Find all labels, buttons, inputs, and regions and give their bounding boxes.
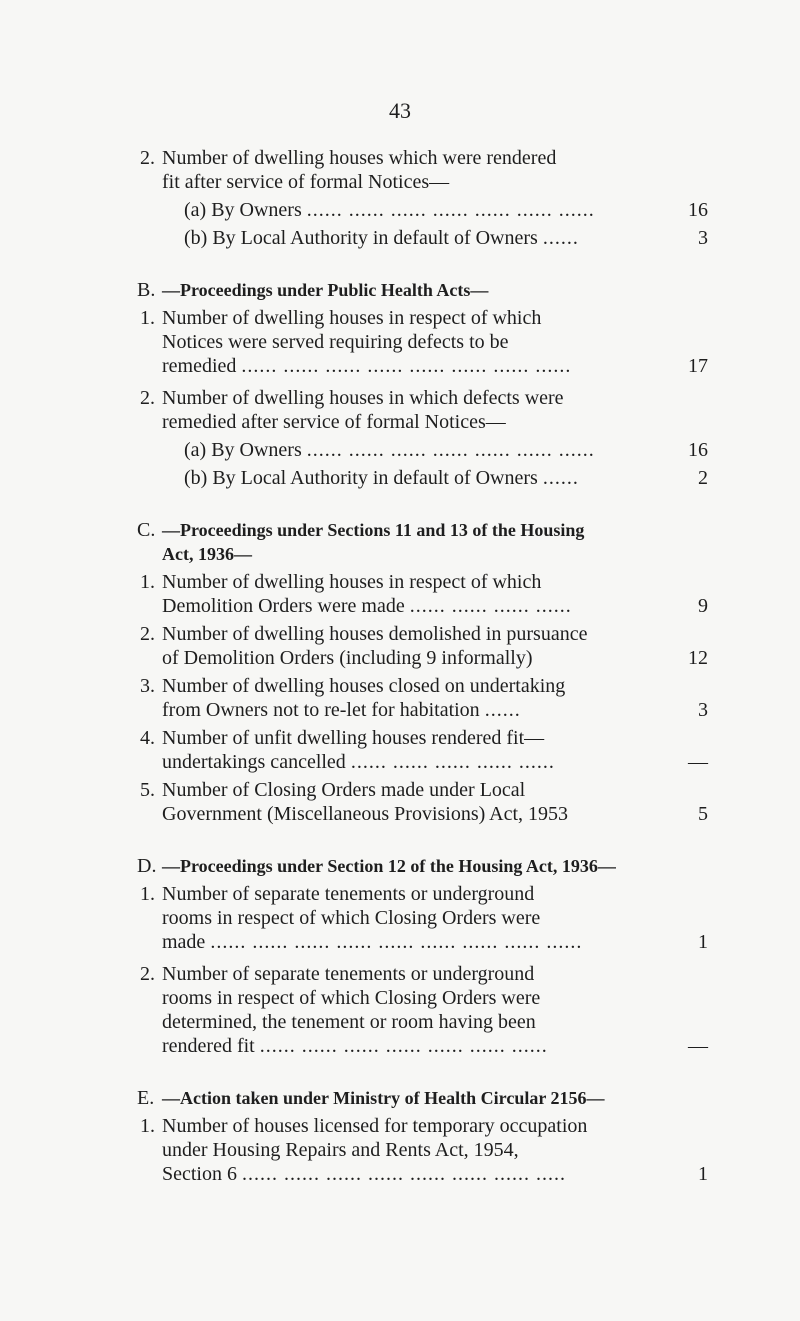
leader-dots: ...... ...... ...... ...... ...... ...... ...... ...... ...... <box>210 931 583 953</box>
leader-dots: ...... ...... ...... ...... ...... ...... ...... <box>306 199 595 221</box>
item-text-line: Notices were served requiring defects to be <box>162 331 509 353</box>
leader-dots: ...... ...... ...... ...... ...... ...... ...... ..... <box>242 1163 566 1185</box>
sub-item <box>162 438 708 462</box>
sub-item-label: (a) By Owners <box>184 199 302 221</box>
sub-item-label: (b) By Local Authority in default of Owners <box>184 227 538 249</box>
item-text-line: Government (Miscellaneous Provisions) Act, 1953 <box>162 803 569 825</box>
item-text-line: Number of houses licensed for temporary occupation <box>162 1115 588 1137</box>
item-text-line: determined, the tenement or room having been <box>162 1011 536 1033</box>
section-letter: C. <box>137 519 156 541</box>
item-number: 4. <box>140 727 155 749</box>
item-text-line: under Housing Repairs and Rents Act, 1954, <box>162 1139 519 1161</box>
leader-dots: ...... ...... ...... ...... ...... ...... ...... <box>306 439 595 461</box>
item-text-line: Number of dwelling houses in respect of which <box>162 307 542 329</box>
leader-dots: ...... <box>484 699 521 721</box>
item-text-line: Number of dwelling houses demolished in pursuance <box>162 623 588 645</box>
leader-dots: ...... ...... ...... ...... <box>409 595 572 617</box>
list-item <box>140 1114 708 1186</box>
section-letter: E. <box>137 1087 155 1109</box>
section-heading <box>137 518 668 566</box>
item-value: 3 <box>698 227 708 249</box>
list-item <box>140 570 708 618</box>
leader-dots: ...... <box>542 467 579 489</box>
item-value: 17 <box>688 355 708 377</box>
item-text-line: Number of separate tenements or underground <box>162 963 535 985</box>
item-text-line: fit after service of formal Notices— <box>162 171 450 193</box>
list-item <box>140 778 708 826</box>
sub-item-label: (b) By Local Authority in default of Owners <box>184 467 538 489</box>
item-text-line: rendered fit <box>162 1035 255 1057</box>
item-value: 2 <box>698 467 708 489</box>
leader-dots: ...... ...... ...... ...... ...... ...... ...... ...... <box>241 355 572 377</box>
item-value: 12 <box>688 647 708 669</box>
item-text-line: Number of dwelling houses which were rendered <box>162 147 557 169</box>
sub-item-label: (a) By Owners <box>184 439 302 461</box>
item-value: 9 <box>698 595 708 617</box>
report-content <box>137 146 708 1186</box>
item-text-line: of Demolition Orders (including 9 informally) <box>162 647 533 669</box>
item-text-line: undertakings cancelled <box>162 751 346 773</box>
list-item <box>140 146 708 250</box>
sub-item <box>162 198 708 222</box>
item-text-line: from Owners not to re-let for habitation <box>162 699 480 721</box>
item-number: 1. <box>140 883 155 905</box>
list-item <box>140 622 708 670</box>
item-value: 16 <box>688 199 708 221</box>
list-item <box>140 726 708 774</box>
item-value: 1 <box>698 1163 708 1185</box>
item-number: 2. <box>140 147 155 169</box>
leader-dots: ...... ...... ...... ...... ...... ...... ...... <box>259 1035 548 1057</box>
item-text-line: Number of unfit dwelling houses rendered fit— <box>162 727 545 749</box>
list-item <box>140 674 708 722</box>
section-heading <box>137 1086 668 1110</box>
list-item <box>140 386 708 490</box>
item-number: 1. <box>140 307 155 329</box>
item-text-line: remedied after service of formal Notices— <box>162 411 506 433</box>
sub-item <box>162 226 708 250</box>
item-text-line: rooms in respect of which Closing Orders were <box>162 907 541 929</box>
section-letter: B. <box>137 279 156 301</box>
item-value: 16 <box>688 439 708 461</box>
item-value: 5 <box>698 803 708 825</box>
item-value: — <box>688 1035 708 1057</box>
section-title-continued: Act, 1936— <box>162 544 252 564</box>
list-item <box>140 306 708 378</box>
item-number: 2. <box>140 387 155 409</box>
leader-dots: ...... <box>542 227 579 249</box>
item-text-line: Number of Closing Orders made under Local <box>162 779 526 801</box>
item-number: 3. <box>140 675 155 697</box>
page-number: 43 <box>389 98 411 123</box>
section-title: —Action taken under Ministry of Health Circular 2156— <box>162 1088 605 1108</box>
list-item <box>140 882 708 954</box>
item-text-line: Number of dwelling houses in which defects were <box>162 387 564 409</box>
section-title: —Proceedings under Section 12 of the Housing Act, 1936— <box>162 856 616 876</box>
item-number: 2. <box>140 623 155 645</box>
item-text-line: remedied <box>162 355 237 377</box>
item-number: 1. <box>140 1115 155 1137</box>
item-number: 5. <box>140 779 155 801</box>
item-text-line: Demolition Orders were made <box>162 595 405 617</box>
section-heading <box>137 278 668 302</box>
item-value: 1 <box>698 931 708 953</box>
item-value: — <box>688 751 708 773</box>
item-number: 1. <box>140 571 155 593</box>
item-text-line: Number of separate tenements or underground <box>162 883 535 905</box>
section-heading <box>137 854 668 878</box>
list-item <box>140 962 708 1058</box>
section-title: —Proceedings under Sections 11 and 13 of the Housing <box>162 520 585 540</box>
sub-item <box>162 466 708 490</box>
leader-dots: ...... ...... ...... ...... ...... <box>350 751 555 773</box>
item-text-line: Number of dwelling houses in respect of which <box>162 571 542 593</box>
item-text-line: Number of dwelling houses closed on undertaking <box>162 675 566 697</box>
item-text-line: made <box>162 931 206 953</box>
item-text-line: Section 6 <box>162 1163 237 1185</box>
section-title: —Proceedings under Public Health Acts— <box>162 280 489 300</box>
item-text-line: rooms in respect of which Closing Orders were <box>162 987 541 1009</box>
section-letter: D. <box>137 855 157 877</box>
item-number: 2. <box>140 963 155 985</box>
item-value: 3 <box>698 699 708 721</box>
